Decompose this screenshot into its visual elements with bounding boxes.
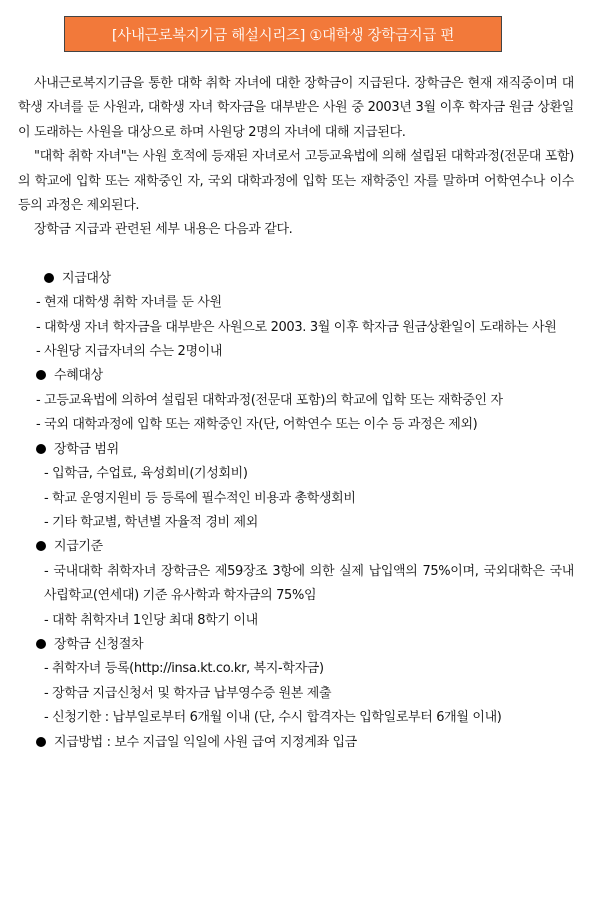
section-heading (18, 535, 574, 559)
section-heading (18, 438, 574, 462)
list-item: - 사원당 지급자녀의 수는 2명이내 (36, 344, 223, 360)
intro-paragraph: 사내근로복지기금을 통한 대학 취학 자녀에 대한 장학금이 지급된다. 장학금은 현재 재직중이며 대학생 자녀를 둔 사원과, 대학생 자녀 학자금을 대부받은 사원 중 2003년 3월 이후 학자금 원금 상환일이 도래하는 사원을 대상으로 하며 사원당 2명의 자녀에 대해 지급된다. (18, 76, 574, 140)
list-item: - 국내대학 취학자녀 장학금은 제59장조 3항에 의한 실제 납입액의 75%이며, 국외대학은 국내 사립학교(연세대) 기준 유사학과 학자금의 75%임 (44, 563, 574, 604)
section-heading-label: 지급방법 : 보수 지급일 익일에 사원 급여 지정계좌 입금 (54, 734, 357, 750)
list-item: - 현재 대학생 취학 자녀를 둔 사원 (36, 295, 222, 311)
list-item: - 신청기한 : 납부일로부터 6개월 이내 (단, 수시 합격자는 입학일로부터 6개월 이내) (44, 710, 502, 726)
page-title: [사내근로복지기금 해설시리즈] ①대학생 장학금지급 편 (111, 27, 455, 44)
intro-paragraph: "대학 취학 자녀"는 사원 호적에 등재된 자녀로서 고등교육법에 의해 설립된 대학과정(전문대 포함)의 학교에 입학 또는 재학중인 자, 국외 대학과정에 입학 또는 재학중인 자를 말하며 어학연수나 이수 등의 과정은 제외된다. (18, 149, 574, 214)
page-title-banner (64, 16, 502, 52)
list-item: - 대학생 자녀 학자금을 대부받은 사원으로 2003. 3월 이후 학자금 원금상환일이 도래하는 사원 (36, 319, 557, 335)
article-body (18, 72, 574, 755)
list-item: - 대학 취학자녀 1인당 최대 8학기 이내 (44, 612, 258, 628)
bullet-icon (36, 639, 46, 649)
section-heading (18, 633, 574, 657)
spacer (18, 243, 574, 267)
bullet-icon (36, 541, 46, 551)
section-heading-label: 지급대상 (62, 270, 111, 286)
list-item: - 기타 학교별, 학년별 자율적 경비 제외 (44, 514, 258, 530)
bullet-icon (36, 370, 46, 380)
section-heading-label: 장학금 범위 (54, 441, 119, 457)
list-item: - 입학금, 수업료, 육성회비(기성회비) (44, 466, 248, 482)
bullet-icon (36, 444, 46, 454)
section-heading (18, 731, 574, 755)
section-heading-label: 장학금 신청절차 (54, 636, 144, 652)
section-heading (18, 267, 574, 291)
section-heading-label: 수혜대상 (54, 368, 103, 384)
section-heading-label: 지급기준 (54, 539, 103, 555)
list-item: - 취학자녀 등록(http://insa.kt.co.kr, 복지-학자금) (44, 661, 324, 677)
intro-paragraph: 장학금 지급과 관련된 세부 내용은 다음과 같다. (34, 222, 293, 238)
bullet-icon (44, 273, 54, 283)
list-item: - 학교 운영지원비 등 등록에 필수적인 비용과 총학생회비 (44, 490, 356, 506)
list-item: - 고등교육법에 의하여 설립된 대학과정(전문대 포함)의 학교에 입학 또는 재학중인 자 (36, 392, 503, 408)
list-item: - 장학금 지급신청서 및 학자금 납부영수증 원본 제출 (44, 685, 332, 701)
section-heading (18, 364, 574, 388)
bullet-icon (36, 737, 46, 747)
list-item: - 국외 대학과정에 입학 또는 재학중인 자(단, 어학연수 또는 이수 등 과정은 제외) (36, 417, 478, 433)
